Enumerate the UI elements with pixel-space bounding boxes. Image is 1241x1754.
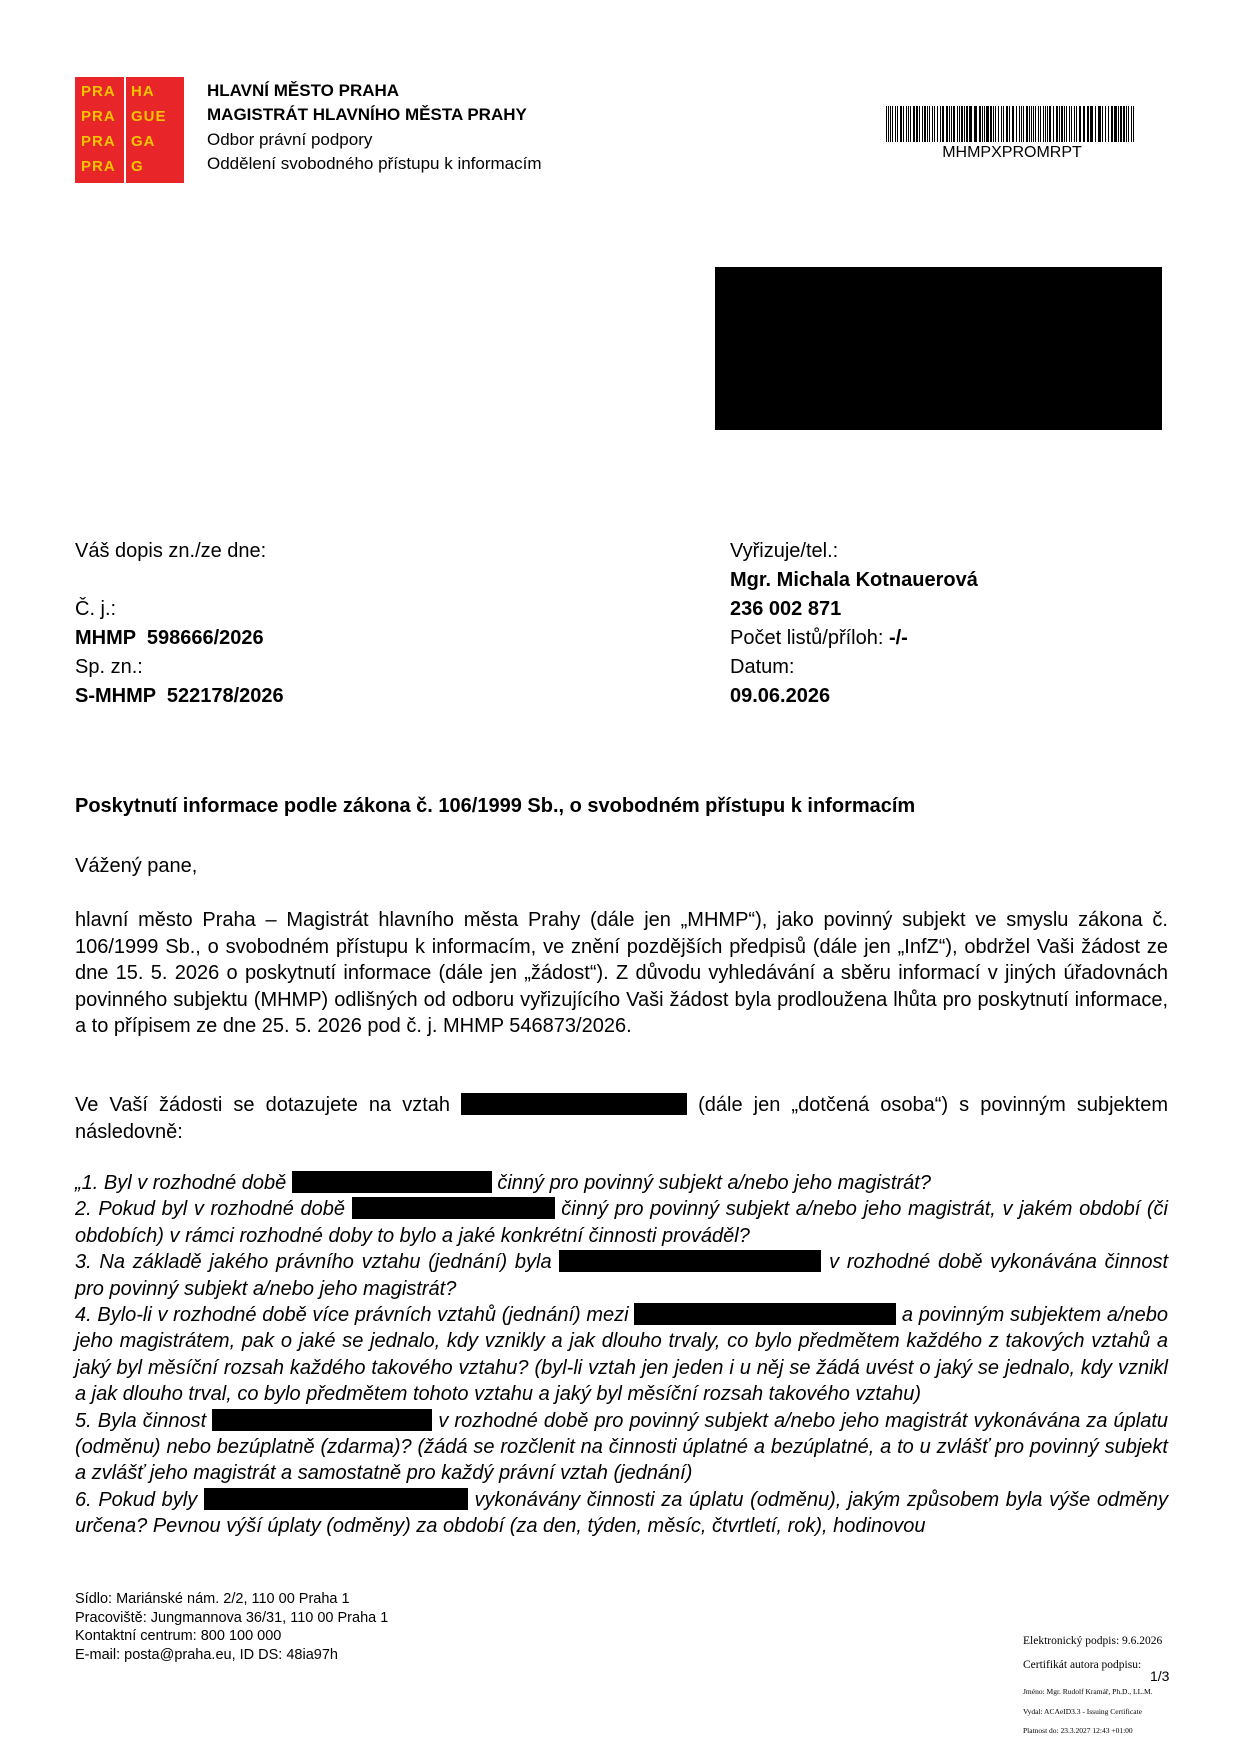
text: v rozhodné době pro povinný subjekt a/nebo jeho magistrát vykonávána za úplatu (odměnu) nebo bezúplatně (zdarma)? (žádá se rozčlenit na činnosti úplatné a bezúplatné, a to u zvlášť pro povinný subjekt a zvlášť jeho magistrát a samostatně pro každý právní vztah (jednání) [75,1409,1168,1485]
barcode-bar [1114,106,1117,142]
barcode-bar [984,106,985,142]
letter-subject: Poskytnutí informace podle zákona č. 106/1999 Sb., o svobodném přístupu k informacím [75,795,916,817]
barcode-bar [998,106,999,142]
barcode-bar [916,106,918,142]
text: činný pro povinný subjekt a/nebo jeho magistrát, v jakém období (či obdobích) v rámci rozhodné doby to bylo a jaké konkrétní činnosti prováděl? [75,1198,1168,1247]
date-value: 09.06.2026 [730,685,831,707]
barcode-bar [1009,106,1010,142]
logo-text: GUE [131,108,167,125]
barcode-bar [969,106,972,142]
barcode-bar [961,106,963,142]
barcode-bar [949,106,950,142]
sheets-line [730,624,978,653]
barcode-bar [1016,106,1017,142]
barcode-text: MHMPXPROMRPT [942,144,1082,161]
header-city: HLAVNÍ MĚSTO PRAHA [207,81,400,100]
logo-text: PRA [81,108,116,125]
esign-issuer: Vydal: ACAeID3.3 - Issuing Certificate [1023,1707,1142,1716]
sheets-label: Počet listů/příloh: [730,627,889,649]
barcode-bar [1026,106,1028,142]
barcode-bar [1118,106,1119,142]
barcode-bar [927,106,928,142]
cj-value: MHMP 598666/2026 [75,627,264,649]
barcode-bar [1126,106,1127,142]
footer-contact-center: Kontaktní centrum: 800 100 000 [75,1628,282,1644]
barcode-bar [1031,106,1032,142]
text: 5. Byla činnost [75,1409,213,1432]
barcode-bar [886,106,887,142]
barcode-bar [910,106,911,142]
page-number: 1/3 [1150,1668,1170,1684]
barcode-bar [966,106,968,142]
logo-text: GA [131,133,156,150]
barcode-bar [1102,106,1103,142]
barcode-bar [946,106,948,142]
barcode-bar [1105,106,1106,142]
footer-contacts [75,1590,388,1664]
barcode-bar [1035,106,1036,142]
question-1 [75,1170,1168,1196]
barcode-bar [1038,106,1039,142]
barcode-bar [1066,106,1067,142]
question-2 [75,1196,1168,1249]
text: 6. Pokud byly [75,1488,204,1511]
logo-row [75,158,184,178]
spzn-value: S-MHMP 522178/2026 [75,685,284,707]
paragraph-request [75,1092,1168,1145]
barcode-bar [1023,106,1024,142]
barcode-bar [1061,106,1063,142]
footer-seat: Sídlo: Mariánské nám. 2/2, 110 00 Praha 1 [75,1591,350,1607]
barcode-bar [1076,106,1077,142]
ref-label: Váš dopis zn./ze dne: [75,540,267,562]
question-3 [75,1249,1168,1302]
text: (dále jen „dotčená osoba“) s povinným subjektem následovně: [75,1094,1168,1143]
barcode-bar [1043,106,1044,142]
barcode-bar [995,106,996,142]
barcode-bar [1003,106,1004,142]
text: vykonávány činnosti za úplatu (odměnu), jakým způsobem byla výše odměny určena? Pevnou výší úplaty (odměny) za období (za den, týden, měsíc, čtvrtletí, rok), hodinovou [75,1488,1168,1538]
redacted-name [292,1171,492,1193]
barcode-bar [934,106,935,142]
barcode-bar [974,106,977,142]
barcode-bar [1090,106,1093,142]
barcode-bar [1128,106,1129,142]
barcode-bar [903,106,904,142]
barcode-bar [1120,106,1122,142]
text: a povinným subjektem a/nebo jeho magistrátem, pak o jaké se jednalo, kdy vznikly a jak dlouho trvaly, co bylo předmětem každého z takových vztahů a jaký byl měsíční rozsah každého takového vztahu? (byl-li vztah jen jeden i u něj se žádá uvést o jaký se jednalo, kdy vznikl a jak dlouho trval, co bylo předmětem tohoto vztahu a jaký byl měsíční rozsah takového vztahu) [75,1304,1168,1406]
handler-label: Vyřizuje/tel.: [730,540,839,562]
barcode-bar [900,106,902,142]
barcode-bar [908,106,909,142]
barcode-bar [986,106,989,142]
logo-text: HA [131,83,155,100]
question-6 [75,1487,1168,1540]
date-label: Datum: [730,656,795,678]
barcode-bar [959,106,960,142]
barcode-bar [1074,106,1075,142]
barcode-bar [1111,106,1113,142]
esign-date: Elektronický podpis: 9.6.2026 [1023,1635,1163,1647]
barcode-bar [1069,106,1070,142]
footer-email: E-mail: posta@praha.eu, ID DS: 48ia97h [75,1646,338,1663]
logo-row [75,108,184,128]
barcode-bar [1064,106,1065,142]
sheets-value: -/- [888,627,908,649]
barcode-bar [895,106,896,142]
barcode-bar [1033,106,1034,142]
spzn-label: Sp. zn.: [75,656,143,678]
barcode-bar [1056,106,1058,142]
logo-text: G [131,158,144,175]
barcode-bar [1059,106,1060,142]
barcode-bar [932,106,933,142]
paragraph-intro: hlavní město Praha – Magistrát hlavního města Prahy (dále jen „MHMP“), jako povinný subjekt ve smyslu zákona č. 106/1999 Sb., o svobodném přístupu k informacím, ve znění pozdějších předpisů (dále jen „InfZ“), obdržel Vaši žádost ze dne 15. 5. 2026 o poskytnutí informace (dále jen „žádost“). Z důvodu vyhledávání a sběru informací v jiných úřadovnách povinného subjektu (MHMP) odlišných od odboru vyřizujícího Vaši žádost byla prodloužena lhůta pro poskytnutí informace, a to přípisem ze dne 25. 5. 2026 pod č. j. MHMP 546873/2026. [75,909,1168,1037]
redacted-name [352,1197,555,1219]
barcode-bar [1123,106,1125,142]
barcode-bar [892,106,893,142]
barcode-bar [1049,106,1051,142]
redacted-name [212,1409,432,1431]
redacted-name [461,1093,687,1115]
text: Ve Vaší žádosti se dotazujete na vztah [75,1094,462,1116]
barcode-bar [982,106,983,142]
logo-text: PRA [81,83,116,100]
logo-row [75,83,184,103]
logo-text: PRA [81,158,116,175]
right-meta [730,537,978,711]
barcode-bar [1131,106,1132,142]
barcode-bar [1083,106,1085,142]
text: 2. Pokud byl v rozhodné době [75,1198,352,1221]
barcode-bar [924,106,926,142]
redacted-name [204,1488,468,1510]
barcode-bar [1087,106,1089,142]
header-magistrate: MAGISTRÁT HLAVNÍHO MĚSTA PRAHY [207,105,527,124]
esign-validity: Platnost do: 23.3.2027 12:43 +01:00 [1023,1726,1133,1735]
barcode-bar [1040,106,1041,142]
barcode-bar [1012,106,1014,142]
question-4 [75,1302,1168,1408]
barcode-bar [1019,106,1020,142]
question-5 [75,1408,1168,1487]
barcode-bar [1006,106,1008,142]
barcode-bar [897,106,898,142]
barcode-bar [1001,106,1002,142]
barcode-bar [1029,106,1030,142]
barcode-bar [1021,106,1022,142]
barcode-bar [964,106,965,142]
barcode-bar [957,106,958,142]
barcode-bar [888,106,889,142]
esign-cert-label: Certifikát autora podpisu: [1023,1659,1142,1671]
barcode-bar [940,106,941,142]
barcode-bar [1053,106,1054,142]
text: 4. Bylo-li v rozhodné době více právních vztahů (jednání) mezi [75,1304,635,1327]
barcode-bar [951,106,952,142]
header-section: Oddělení svobodného přístupu k informacím [207,154,542,173]
barcode-bar [906,106,907,142]
barcode-bar [919,106,920,142]
handler-phone: 236 002 871 [730,598,842,620]
text: 3. Na základě jakého právního vztahu (jednání) byla [75,1251,560,1274]
barcode-bar [890,106,891,142]
barcode-bar [913,106,915,142]
barcode [886,106,1136,142]
barcode-bar [1108,106,1109,142]
barcode-bar [1133,106,1134,142]
redacted-address [715,267,1162,430]
barcode-bar [1045,106,1046,142]
header-department: Odbor právní podpory [207,130,373,149]
barcode-bar [1079,106,1081,142]
barcode-bar [1047,106,1048,142]
cj-label: Č. j.: [75,598,117,620]
barcode-bar [993,106,994,142]
praha-logo [75,77,184,183]
text: „1. Byl v rozhodné době [75,1172,292,1194]
barcode-bar [1098,106,1101,142]
barcode-bar [1095,106,1096,142]
barcode-bar [929,106,930,142]
text: činný pro povinný subjekt a/nebo jeho magistrát? [491,1172,931,1194]
text: v rozhodné době vykonávána činnost pro povinný subjekt a/nebo jeho magistrát? [75,1251,1169,1300]
questions-block [75,1170,1168,1540]
barcode-bar [942,106,944,142]
barcode-bar [979,106,981,142]
barcode-bar [953,106,955,142]
salutation: Vážený pane, [75,855,198,877]
barcode-bar [922,106,923,142]
barcode-bar [1071,106,1072,142]
barcode-bar [937,106,938,142]
redacted-name [559,1250,821,1272]
logo-text: PRA [81,133,116,150]
logo-row [75,133,184,153]
left-meta [75,537,284,711]
barcode-bar [990,106,992,142]
handler-name: Mgr. Michala Kotnauerová [730,569,978,591]
esign-name: Jméno: Mgr. Rudolf Kramář, Ph.D., LL.M. [1023,1687,1153,1696]
footer-workplace: Pracoviště: Jungmannova 36/31, 110 00 Praha 1 [75,1609,389,1626]
redacted-name [634,1303,896,1325]
